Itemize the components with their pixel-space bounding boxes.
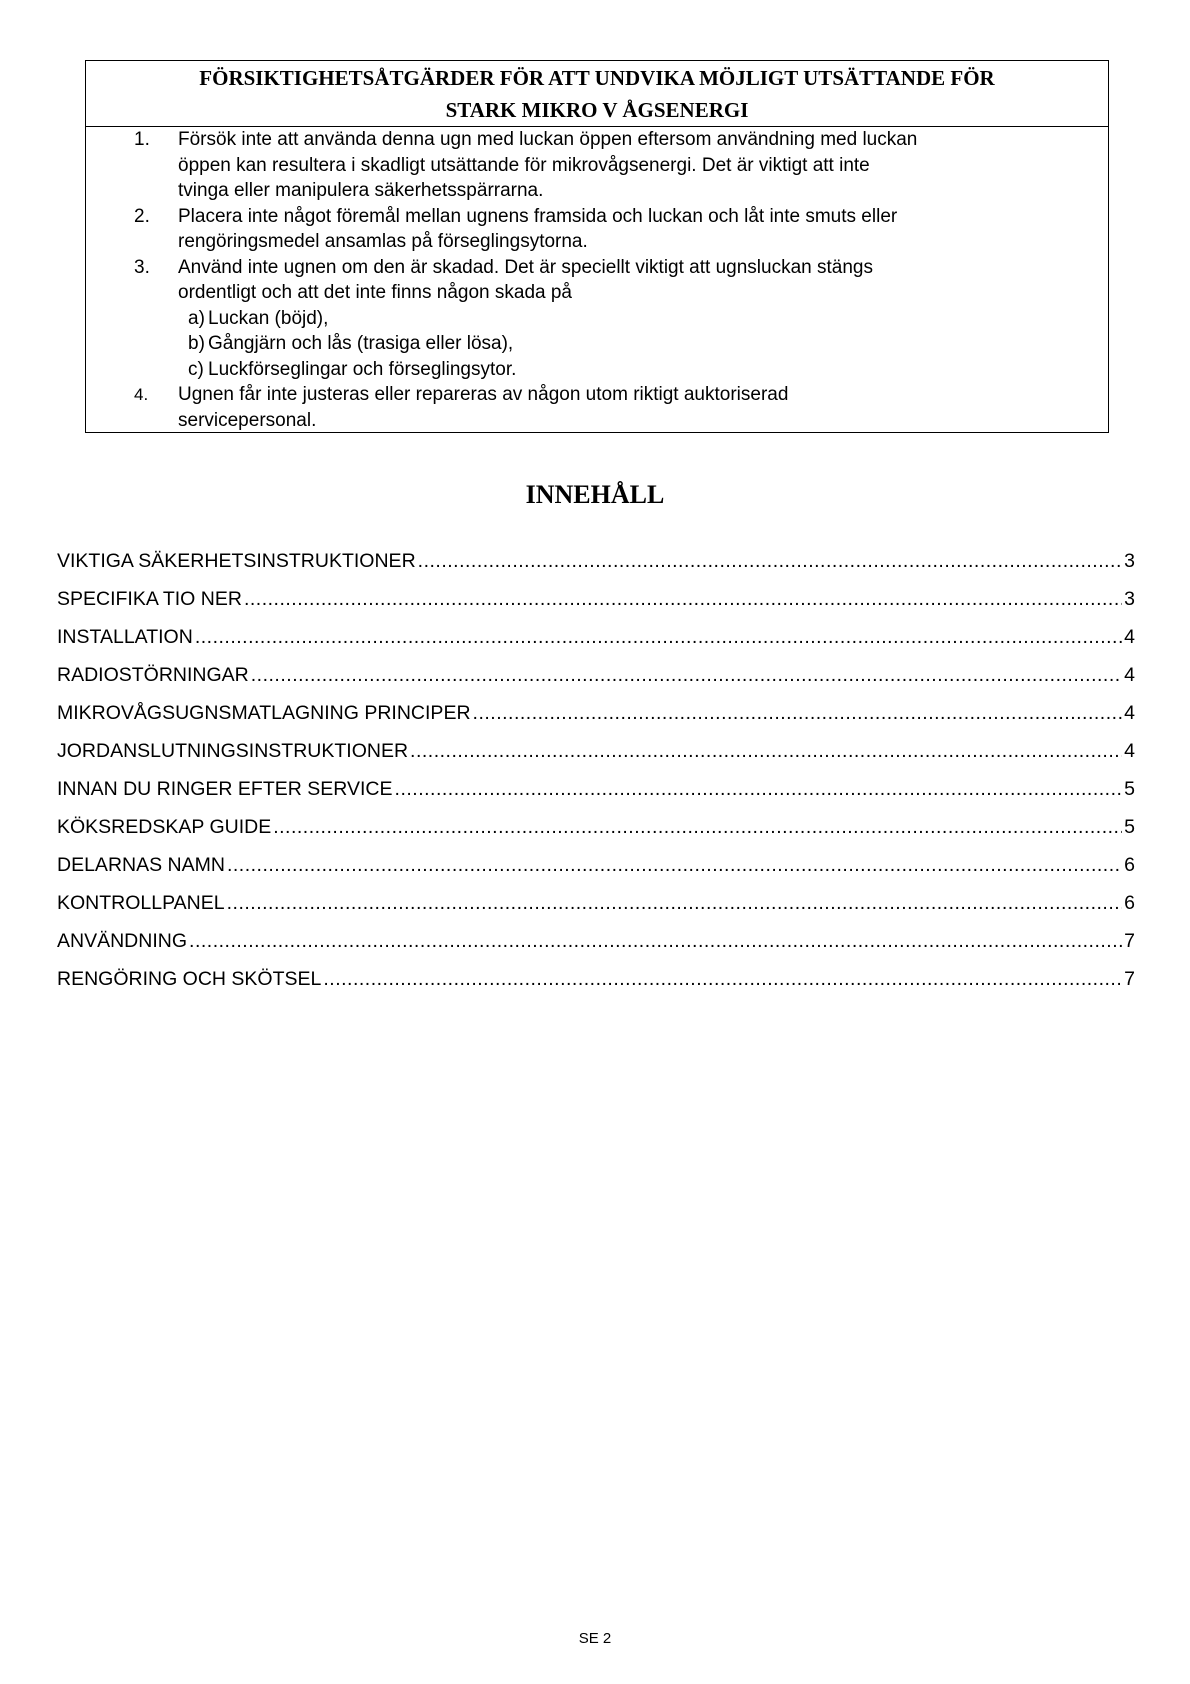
page-number-footer: SE 2 xyxy=(578,1630,612,1647)
toc-leader-dots xyxy=(227,853,1122,877)
toc-entry-page: 3 xyxy=(1124,550,1135,572)
table-of-contents xyxy=(57,549,1135,1005)
item-number: 1. xyxy=(134,129,150,150)
toc-entry[interactable] xyxy=(57,549,1135,587)
item-number: 2. xyxy=(134,205,150,227)
item-number: 4. xyxy=(134,385,149,404)
toc-entry-label: RENGÖRING OCH SKÖTSEL xyxy=(57,968,322,990)
warning-item-2 xyxy=(86,204,1108,255)
toc-entry-label: ANVÄNDNING xyxy=(57,930,188,952)
toc-entry-label: RADIOSTÖRNINGAR xyxy=(57,664,249,686)
warning-item-3 xyxy=(86,255,1108,383)
sub-item-c xyxy=(178,357,1108,383)
sub-item-text: Gångjärn och lås (trasiga eller lösa), xyxy=(208,333,514,354)
warning-list xyxy=(86,127,1108,433)
toc-entry-page: 5 xyxy=(1124,778,1135,800)
sub-item-letter: a) xyxy=(188,307,205,329)
warning-title-line-1: FÖRSIKTIGHETSÅTGÄRDER FÖR ATT UNDVIKA MÖJLIGT UTSÄTTANDE FÖR xyxy=(199,66,995,90)
item-line: Placera inte något föremål mellan ugnens framsida och luckan och låt inte smuts eller xyxy=(178,205,898,227)
sub-item-b xyxy=(178,331,1108,357)
toc-entry-label: JORDANSLUTNINGSINSTRUKTIONER xyxy=(57,740,409,762)
toc-entry-page: 4 xyxy=(1124,626,1135,648)
sub-list xyxy=(178,306,1108,383)
toc-entry[interactable] xyxy=(57,587,1135,625)
toc-leader-dots xyxy=(244,587,1122,611)
toc-entry-label: VIKTIGA SÄKERHETSINSTRUKTIONER xyxy=(57,550,416,572)
toc-entry-page: 7 xyxy=(1124,968,1135,990)
item-line: tvinga eller manipulera säkerhetsspärrarna. xyxy=(178,180,544,201)
toc-leader-dots xyxy=(473,701,1123,725)
toc-entry[interactable] xyxy=(57,815,1135,853)
toc-heading: INNEHÅLL xyxy=(525,480,665,509)
toc-entry[interactable] xyxy=(57,853,1135,891)
toc-entry[interactable] xyxy=(57,701,1135,739)
toc-leader-dots xyxy=(189,929,1122,953)
toc-leader-dots xyxy=(251,663,1122,687)
toc-entry-page: 7 xyxy=(1124,930,1135,952)
item-line: rengöringsmedel ansamlas på förseglingsytorna. xyxy=(178,231,588,252)
warning-item-4 xyxy=(86,382,1108,433)
sub-item-letter: c) xyxy=(188,358,204,380)
toc-entry-page: 4 xyxy=(1124,740,1135,762)
toc-leader-dots xyxy=(195,625,1122,649)
toc-entry[interactable] xyxy=(57,967,1135,1005)
warning-title-line-2: STARK MIKRO V ÅGSENERGI xyxy=(445,98,749,122)
toc-leader-dots xyxy=(410,739,1122,763)
toc-entry[interactable] xyxy=(57,777,1135,815)
toc-entry[interactable] xyxy=(57,663,1135,701)
toc-leader-dots xyxy=(227,891,1123,915)
toc-entry[interactable] xyxy=(57,929,1135,967)
toc-leader-dots xyxy=(273,815,1122,839)
toc-entry-label: MIKROVÅGSUGNSMATLAGNING PRINCIPER xyxy=(57,702,471,724)
toc-entry-label: KONTROLLPANEL xyxy=(57,892,225,914)
item-line: öppen kan resultera i skadligt utsättande för mikrovågsenergi. Det är viktigt att inte xyxy=(178,154,870,176)
toc-entry-page: 6 xyxy=(1124,892,1135,914)
toc-entry-page: 5 xyxy=(1124,816,1135,838)
toc-leader-dots xyxy=(395,777,1123,801)
warning-box xyxy=(85,60,1109,433)
item-number: 3. xyxy=(134,256,150,278)
toc-entry-label: DELARNAS NAMN xyxy=(57,854,225,876)
sub-item-a xyxy=(178,306,1108,332)
sub-item-text: Luckförseglingar och förseglingsytor. xyxy=(208,358,517,380)
toc-leader-dots xyxy=(418,549,1122,573)
sub-item-text: Luckan (böjd), xyxy=(208,307,329,329)
toc-entry-page: 4 xyxy=(1124,702,1135,724)
item-line: ordentligt och att det inte finns någon skada på xyxy=(178,282,572,303)
toc-entry[interactable] xyxy=(57,625,1135,663)
sub-item-letter: b) xyxy=(188,333,205,354)
toc-entry-label: KÖKSREDSKAP GUIDE xyxy=(57,816,272,838)
item-line: Försök inte att använda denna ugn med luckan öppen eftersom användning med luckan xyxy=(178,129,918,150)
toc-entry-label: SPECIFIKA TIO NER xyxy=(57,588,242,610)
item-line: Använd inte ugnen om den är skadad. Det är speciellt viktigt att ugnsluckan stängs xyxy=(178,256,873,278)
toc-entry[interactable] xyxy=(57,739,1135,777)
toc-leader-dots xyxy=(323,967,1122,991)
toc-entry-label: INSTALLATION xyxy=(57,626,193,648)
item-line: servicepersonal. xyxy=(178,409,317,431)
toc-entry-label: INNAN DU RINGER EFTER SERVICE xyxy=(57,778,393,800)
toc-entry[interactable] xyxy=(57,891,1135,929)
toc-entry-page: 6 xyxy=(1124,854,1135,876)
warning-item-1 xyxy=(86,127,1108,204)
toc-entry-page: 4 xyxy=(1124,664,1135,686)
item-line: Ugnen får inte justeras eller repareras av någon utom riktigt auktoriserad xyxy=(178,384,789,405)
warning-title xyxy=(86,61,1108,127)
toc-entry-page: 3 xyxy=(1124,588,1135,610)
